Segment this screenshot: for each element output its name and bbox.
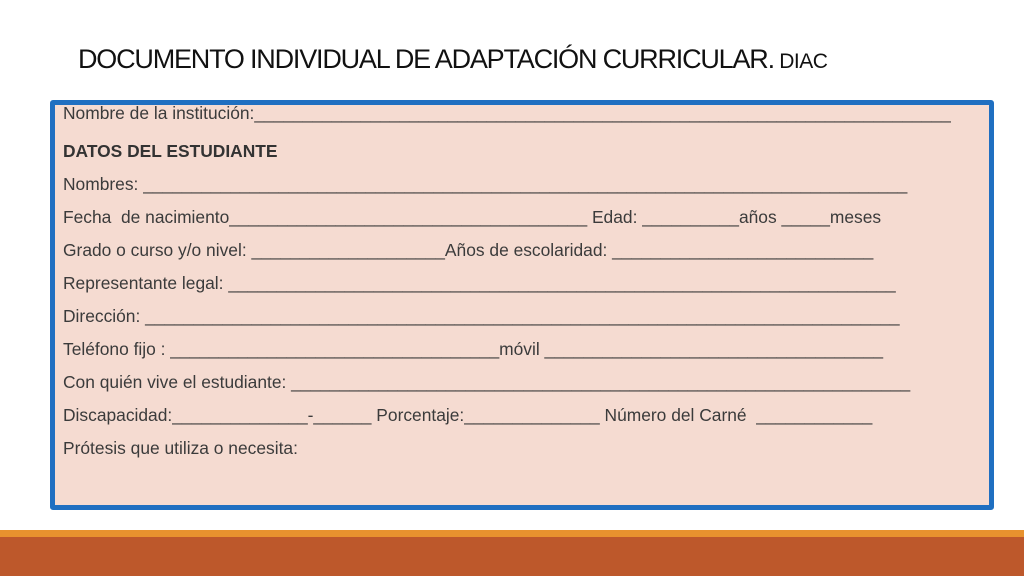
footer-accent-stripe — [0, 530, 1024, 537]
lives-with-field: Con quién vive el estudiante: ________________________________________________________________ — [63, 372, 911, 392]
student-data-heading: DATOS DEL ESTUDIANTE — [63, 141, 278, 161]
student-form-box — [50, 100, 994, 510]
footer-band — [0, 537, 1024, 576]
grade-schooling-field: Grado o curso y/o nivel: ____________________Años de escolaridad: ___________________________ — [63, 240, 874, 260]
institution-name-field: Nombre de la institución:________________________________________________________________________ — [63, 103, 951, 123]
title-suffix: DIAC — [773, 50, 828, 73]
birthdate-age-field: Fecha de nacimiento_____________________________________ Edad: __________años _____meses — [63, 207, 882, 227]
address-field: Dirección: ______________________________________________________________________________ — [63, 306, 900, 326]
phone-field: Teléfono fijo : __________________________________móvil ___________________________________ — [63, 339, 884, 359]
prosthesis-field: Prótesis que utiliza o necesita: — [63, 438, 298, 458]
form-lines — [63, 105, 983, 465]
disability-field: Discapacidad:______________-______ Porcentaje:______________ Número del Carné ____________ — [63, 405, 873, 425]
title-main: DOCUMENTO INDIVIDUAL DE ADAPTACIÓN CURRICULAR. — [78, 44, 774, 74]
legal-representative-field: Representante legal: _____________________________________________________________________ — [63, 273, 896, 293]
page-title — [78, 44, 827, 75]
names-field: Nombres: _______________________________________________________________________________ — [63, 174, 908, 194]
